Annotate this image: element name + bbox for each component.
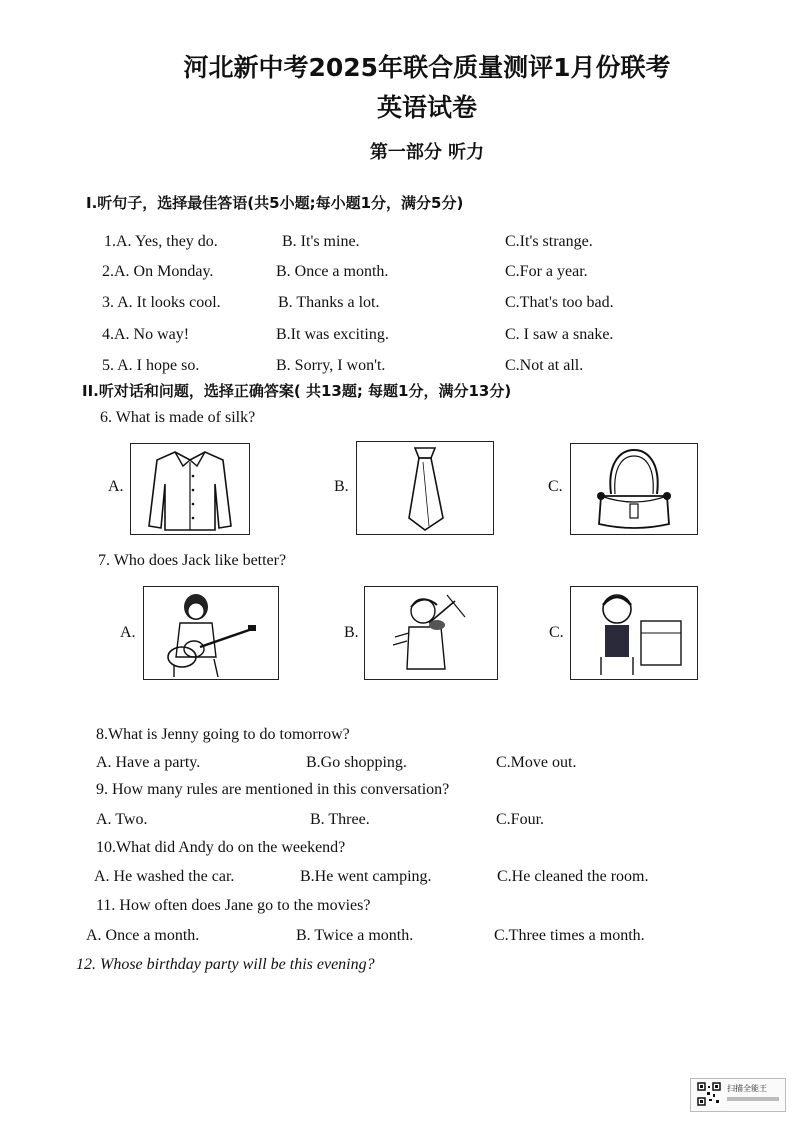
q3-option-c: C.That's too bad. — [505, 294, 614, 311]
q4-option-b: B.It was exciting. — [276, 326, 389, 343]
q10-option-c: C.He cleaned the room. — [497, 868, 649, 885]
q9-option-a: A. Two. — [96, 811, 148, 828]
handbag-picture — [570, 443, 698, 535]
q2-option-c: C.For a year. — [505, 263, 588, 280]
q5-option-b: B. Sorry, I won't. — [276, 357, 386, 374]
violin-player-icon — [365, 587, 497, 679]
q10-text: 10.What did Andy do on the weekend? — [96, 839, 346, 856]
q5-option-a: 5. A. I hope so. — [102, 357, 200, 374]
q1-option-a: 1.A. Yes, they do. — [104, 233, 218, 250]
scanner-watermark — [690, 1078, 786, 1112]
q1-option-b: B. It's mine. — [282, 233, 360, 250]
q3-option-b: B. Thanks a lot. — [278, 294, 380, 311]
q4-option-a: 4.A. No way! — [102, 326, 190, 343]
q8-option-a: A. Have a party. — [96, 754, 201, 771]
q9-option-c: C.Four. — [496, 811, 545, 828]
section1-heading: I.听句子，选择最佳答语(共5小题;每小题1分，满分5分) — [86, 194, 464, 212]
violin-player-picture — [364, 586, 498, 680]
guitar-player-picture — [143, 586, 279, 680]
q8-text: 8.What is Jenny going to do tomorrow? — [96, 726, 350, 743]
scanner-subline — [727, 1097, 779, 1101]
q2-option-a: 2.A. On Monday. — [102, 263, 214, 280]
q4-option-c: C. I saw a snake. — [505, 326, 614, 343]
guitar-player-icon — [144, 587, 278, 679]
q7-label-b: B. — [344, 624, 359, 641]
q8-option-b: B.Go shopping. — [306, 754, 407, 771]
qr-code-icon — [697, 1082, 721, 1106]
q11-text: 11. How often does Jane go to the movies? — [96, 897, 371, 914]
shirt-picture — [130, 443, 250, 535]
q7-text: 7. Who does Jack like better? — [98, 552, 287, 569]
q12-text: 12. Whose birthday party will be this evening? — [76, 956, 375, 973]
handbag-icon — [571, 444, 697, 534]
q10-option-b: B.He went camping. — [300, 868, 432, 885]
tie-picture — [356, 441, 494, 535]
q8-option-c: C.Move out. — [496, 754, 577, 771]
q3-option-a: 3. A. It looks cool. — [102, 294, 221, 311]
q1-option-c: C.It's strange. — [505, 233, 593, 250]
tie-icon — [357, 442, 493, 534]
scanner-brand: 扫描全能王 — [727, 1084, 767, 1093]
q7-label-a: A. — [120, 624, 136, 641]
piano-player-picture — [570, 586, 698, 680]
exam-title: 河北新中考2025年联合质量测评1月份联考 — [183, 53, 671, 82]
q7-label-c: C. — [549, 624, 564, 641]
q9-text: 9. How many rules are mentioned in this conversation? — [96, 781, 450, 798]
piano-player-icon — [571, 587, 697, 679]
q11-option-c: C.Three times a month. — [494, 927, 645, 944]
exam-subtitle: 英语试卷 — [376, 93, 477, 122]
q11-option-b: B. Twice a month. — [296, 927, 414, 944]
q6-label-b: B. — [334, 478, 349, 495]
q10-option-a: A. He washed the car. — [94, 868, 235, 885]
section2-heading: II.听对话和问题，选择正确答案( 共13题; 每题1分，满分13分) — [82, 382, 512, 400]
q6-label-c: C. — [548, 478, 563, 495]
q5-option-c: C.Not at all. — [505, 357, 584, 374]
q6-label-a: A. — [108, 478, 124, 495]
q6-text: 6. What is made of silk? — [100, 409, 256, 426]
q2-option-b: B. Once a month. — [276, 263, 389, 280]
q9-option-b: B. Three. — [310, 811, 370, 828]
q11-option-a: A. Once a month. — [86, 927, 200, 944]
shirt-icon — [131, 444, 249, 534]
part-title: 第一部分 听力 — [369, 142, 485, 163]
